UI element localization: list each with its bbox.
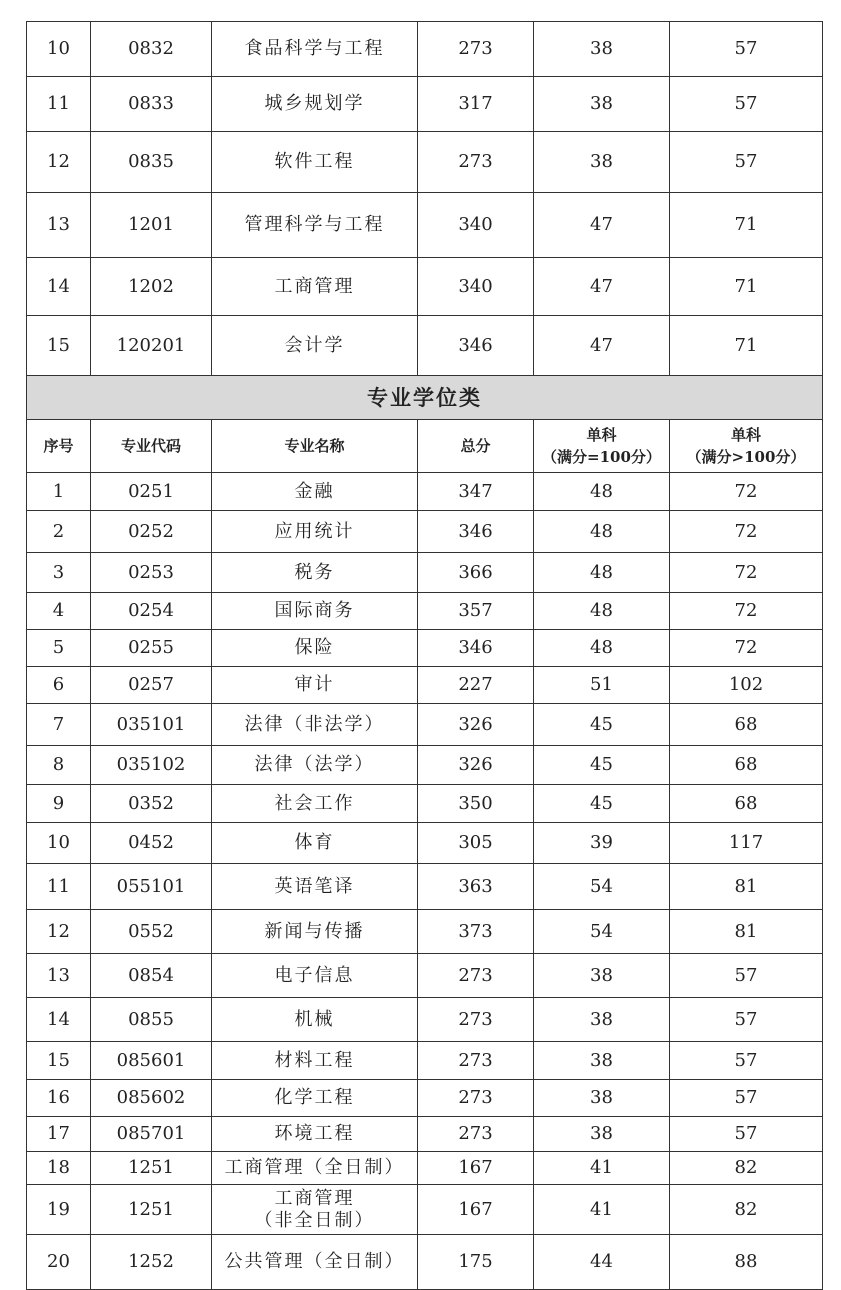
code-cell: 085602 — [91, 1080, 212, 1117]
name-cell: 电子信息 — [212, 954, 418, 998]
single100-cell: 47 — [534, 193, 670, 258]
single100-cell: 48 — [534, 593, 670, 630]
table-row — [27, 22, 823, 77]
total-cell: 363 — [418, 864, 534, 910]
single100-cell: 48 — [534, 473, 670, 511]
code-cell: 0352 — [91, 785, 212, 823]
single100-cell: 38 — [534, 998, 670, 1042]
total-cell: 340 — [418, 258, 534, 316]
single100-cell: 38 — [534, 954, 670, 998]
code-cell: 0257 — [91, 667, 212, 704]
header-single100-line1: 单科 — [586, 426, 617, 444]
name-cell: 城乡规划学 — [212, 77, 418, 132]
table-row — [27, 511, 823, 553]
total-cell: 175 — [418, 1235, 534, 1290]
code-cell: 1201 — [91, 193, 212, 258]
code-cell: 0832 — [91, 22, 212, 77]
table-row — [27, 1235, 823, 1290]
total-cell: 373 — [418, 910, 534, 954]
name-cell: 国际商务 — [212, 593, 418, 630]
single100-cell: 54 — [534, 864, 670, 910]
code-cell: 0252 — [91, 511, 212, 553]
seq-cell: 19 — [27, 1185, 91, 1235]
table-row — [27, 864, 823, 910]
single-over100-cell: 71 — [670, 258, 823, 316]
seq-cell: 12 — [27, 910, 91, 954]
seq-cell: 3 — [27, 553, 91, 593]
code-cell: 0255 — [91, 630, 212, 667]
name-cell: 管理科学与工程 — [212, 193, 418, 258]
name-cell: 工商管理（全日制） — [212, 1152, 418, 1185]
code-cell: 035102 — [91, 746, 212, 785]
name-cell: 化学工程 — [212, 1080, 418, 1117]
section-title: 专业学位类 — [27, 376, 823, 420]
name-cell: 食品科学与工程 — [212, 22, 418, 77]
single100-cell: 38 — [534, 132, 670, 193]
code-cell: 1251 — [91, 1152, 212, 1185]
seq-cell: 18 — [27, 1152, 91, 1185]
code-cell: 0452 — [91, 823, 212, 864]
header-seq: 序号 — [27, 420, 91, 473]
name-cell: 税务 — [212, 553, 418, 593]
seq-cell: 10 — [27, 22, 91, 77]
table-row — [27, 746, 823, 785]
name-cell: 环境工程 — [212, 1117, 418, 1152]
code-cell: 0552 — [91, 910, 212, 954]
single-over100-cell: 117 — [670, 823, 823, 864]
table-row — [27, 1080, 823, 1117]
name-cell: 体育 — [212, 823, 418, 864]
name-cell: 法律（法学） — [212, 746, 418, 785]
table-row — [27, 193, 823, 258]
seq-cell: 2 — [27, 511, 91, 553]
header-single-over100-line1: 单科 — [730, 426, 761, 444]
header-total: 总分 — [418, 420, 534, 473]
table-row — [27, 553, 823, 593]
seq-cell: 16 — [27, 1080, 91, 1117]
single100-cell: 45 — [534, 785, 670, 823]
code-cell: 055101 — [91, 864, 212, 910]
name-line2: （非全日制） — [254, 1209, 375, 1231]
code-cell: 035101 — [91, 704, 212, 746]
header-single100-line2: （满分=100分） — [542, 448, 661, 466]
single-over100-cell: 68 — [670, 746, 823, 785]
total-cell: 273 — [418, 954, 534, 998]
name-cell: 机械 — [212, 998, 418, 1042]
code-cell: 0855 — [91, 998, 212, 1042]
code-cell: 0833 — [91, 77, 212, 132]
table-row — [27, 1042, 823, 1080]
name-cell — [212, 1185, 418, 1235]
total-cell: 305 — [418, 823, 534, 864]
single-over100-cell: 82 — [670, 1152, 823, 1185]
single100-cell: 47 — [534, 316, 670, 376]
single100-cell: 41 — [534, 1152, 670, 1185]
total-cell: 346 — [418, 630, 534, 667]
single-over100-cell: 81 — [670, 864, 823, 910]
name-cell: 金融 — [212, 473, 418, 511]
total-cell: 227 — [418, 667, 534, 704]
name-cell: 法律（非法学） — [212, 704, 418, 746]
single-over100-cell: 71 — [670, 193, 823, 258]
table-row — [27, 823, 823, 864]
single-over100-cell: 81 — [670, 910, 823, 954]
seq-cell: 4 — [27, 593, 91, 630]
code-cell: 0251 — [91, 473, 212, 511]
single100-cell: 38 — [534, 1117, 670, 1152]
name-cell: 公共管理（全日制） — [212, 1235, 418, 1290]
single-over100-cell: 68 — [670, 704, 823, 746]
code-cell: 1251 — [91, 1185, 212, 1235]
table-row — [27, 316, 823, 376]
header-name: 专业名称 — [212, 420, 418, 473]
name-cell: 社会工作 — [212, 785, 418, 823]
seq-cell: 9 — [27, 785, 91, 823]
name-cell: 保险 — [212, 630, 418, 667]
table-row — [27, 998, 823, 1042]
code-cell: 0254 — [91, 593, 212, 630]
total-cell: 273 — [418, 998, 534, 1042]
seq-cell: 14 — [27, 258, 91, 316]
single-over100-cell: 88 — [670, 1235, 823, 1290]
single100-cell: 45 — [534, 704, 670, 746]
table-row — [27, 258, 823, 316]
section-header-row — [27, 376, 823, 420]
table-row — [27, 1117, 823, 1152]
name-cell: 会计学 — [212, 316, 418, 376]
total-cell: 167 — [418, 1152, 534, 1185]
code-cell: 120201 — [91, 316, 212, 376]
total-cell: 326 — [418, 746, 534, 785]
single-over100-cell: 71 — [670, 316, 823, 376]
single-over100-cell: 72 — [670, 593, 823, 630]
total-cell: 273 — [418, 1117, 534, 1152]
code-cell: 1202 — [91, 258, 212, 316]
single100-cell: 38 — [534, 22, 670, 77]
header-single100 — [534, 420, 670, 473]
seq-cell: 15 — [27, 1042, 91, 1080]
total-cell: 167 — [418, 1185, 534, 1235]
seq-cell: 8 — [27, 746, 91, 785]
total-cell: 346 — [418, 511, 534, 553]
single-over100-cell: 57 — [670, 998, 823, 1042]
total-cell: 273 — [418, 22, 534, 77]
name-cell: 工商管理 — [212, 258, 418, 316]
table-row — [27, 954, 823, 998]
name-cell: 新闻与传播 — [212, 910, 418, 954]
single100-cell: 38 — [534, 1042, 670, 1080]
single-over100-cell: 57 — [670, 22, 823, 77]
seq-cell: 20 — [27, 1235, 91, 1290]
total-cell: 350 — [418, 785, 534, 823]
code-cell: 1252 — [91, 1235, 212, 1290]
header-code: 专业代码 — [91, 420, 212, 473]
code-cell: 085701 — [91, 1117, 212, 1152]
name-cell: 材料工程 — [212, 1042, 418, 1080]
single100-cell: 39 — [534, 823, 670, 864]
table-row — [27, 704, 823, 746]
single100-cell: 38 — [534, 77, 670, 132]
seq-cell: 1 — [27, 473, 91, 511]
seq-cell: 11 — [27, 77, 91, 132]
name-cell: 审计 — [212, 667, 418, 704]
total-cell: 346 — [418, 316, 534, 376]
table-row — [27, 593, 823, 630]
single100-cell: 38 — [534, 1080, 670, 1117]
seq-cell: 10 — [27, 823, 91, 864]
single-over100-cell: 72 — [670, 630, 823, 667]
total-cell: 273 — [418, 1042, 534, 1080]
column-header-row — [27, 420, 823, 473]
seq-cell: 15 — [27, 316, 91, 376]
single100-cell: 45 — [534, 746, 670, 785]
total-cell: 357 — [418, 593, 534, 630]
header-single-over100-line2: （满分>100分） — [686, 448, 806, 466]
single-over100-cell: 57 — [670, 1117, 823, 1152]
seq-cell: 14 — [27, 998, 91, 1042]
seq-cell: 6 — [27, 667, 91, 704]
single-over100-cell: 68 — [670, 785, 823, 823]
name-cell: 应用统计 — [212, 511, 418, 553]
table-row — [27, 785, 823, 823]
single100-cell: 47 — [534, 258, 670, 316]
seq-cell: 13 — [27, 193, 91, 258]
name-line1: 工商管理 — [274, 1187, 355, 1209]
table-row — [27, 1152, 823, 1185]
single-over100-cell: 57 — [670, 132, 823, 193]
single-over100-cell: 102 — [670, 667, 823, 704]
single100-cell: 51 — [534, 667, 670, 704]
single100-cell: 44 — [534, 1235, 670, 1290]
total-cell: 340 — [418, 193, 534, 258]
single-over100-cell: 72 — [670, 473, 823, 511]
code-cell: 0253 — [91, 553, 212, 593]
seq-cell: 11 — [27, 864, 91, 910]
seq-cell: 5 — [27, 630, 91, 667]
seq-cell: 13 — [27, 954, 91, 998]
header-single-over100 — [670, 420, 823, 473]
seq-cell: 17 — [27, 1117, 91, 1152]
table-row — [27, 1185, 823, 1235]
single-over100-cell: 72 — [670, 511, 823, 553]
table-row — [27, 667, 823, 704]
table-row — [27, 77, 823, 132]
total-cell: 273 — [418, 132, 534, 193]
score-table — [26, 21, 823, 1290]
table-row — [27, 910, 823, 954]
single-over100-cell: 57 — [670, 954, 823, 998]
table-row — [27, 473, 823, 511]
total-cell: 326 — [418, 704, 534, 746]
seq-cell: 12 — [27, 132, 91, 193]
single100-cell: 48 — [534, 630, 670, 667]
table-row — [27, 132, 823, 193]
seq-cell: 7 — [27, 704, 91, 746]
total-cell: 317 — [418, 77, 534, 132]
code-cell: 085601 — [91, 1042, 212, 1080]
total-cell: 273 — [418, 1080, 534, 1117]
name-cell: 英语笔译 — [212, 864, 418, 910]
code-cell: 0854 — [91, 954, 212, 998]
code-cell: 0835 — [91, 132, 212, 193]
total-cell: 366 — [418, 553, 534, 593]
name-cell: 软件工程 — [212, 132, 418, 193]
single-over100-cell: 82 — [670, 1185, 823, 1235]
single-over100-cell: 72 — [670, 553, 823, 593]
table-row — [27, 630, 823, 667]
total-cell: 347 — [418, 473, 534, 511]
single-over100-cell: 57 — [670, 77, 823, 132]
single100-cell: 41 — [534, 1185, 670, 1235]
single100-cell: 48 — [534, 553, 670, 593]
single-over100-cell: 57 — [670, 1080, 823, 1117]
single-over100-cell: 57 — [670, 1042, 823, 1080]
single100-cell: 48 — [534, 511, 670, 553]
single100-cell: 54 — [534, 910, 670, 954]
